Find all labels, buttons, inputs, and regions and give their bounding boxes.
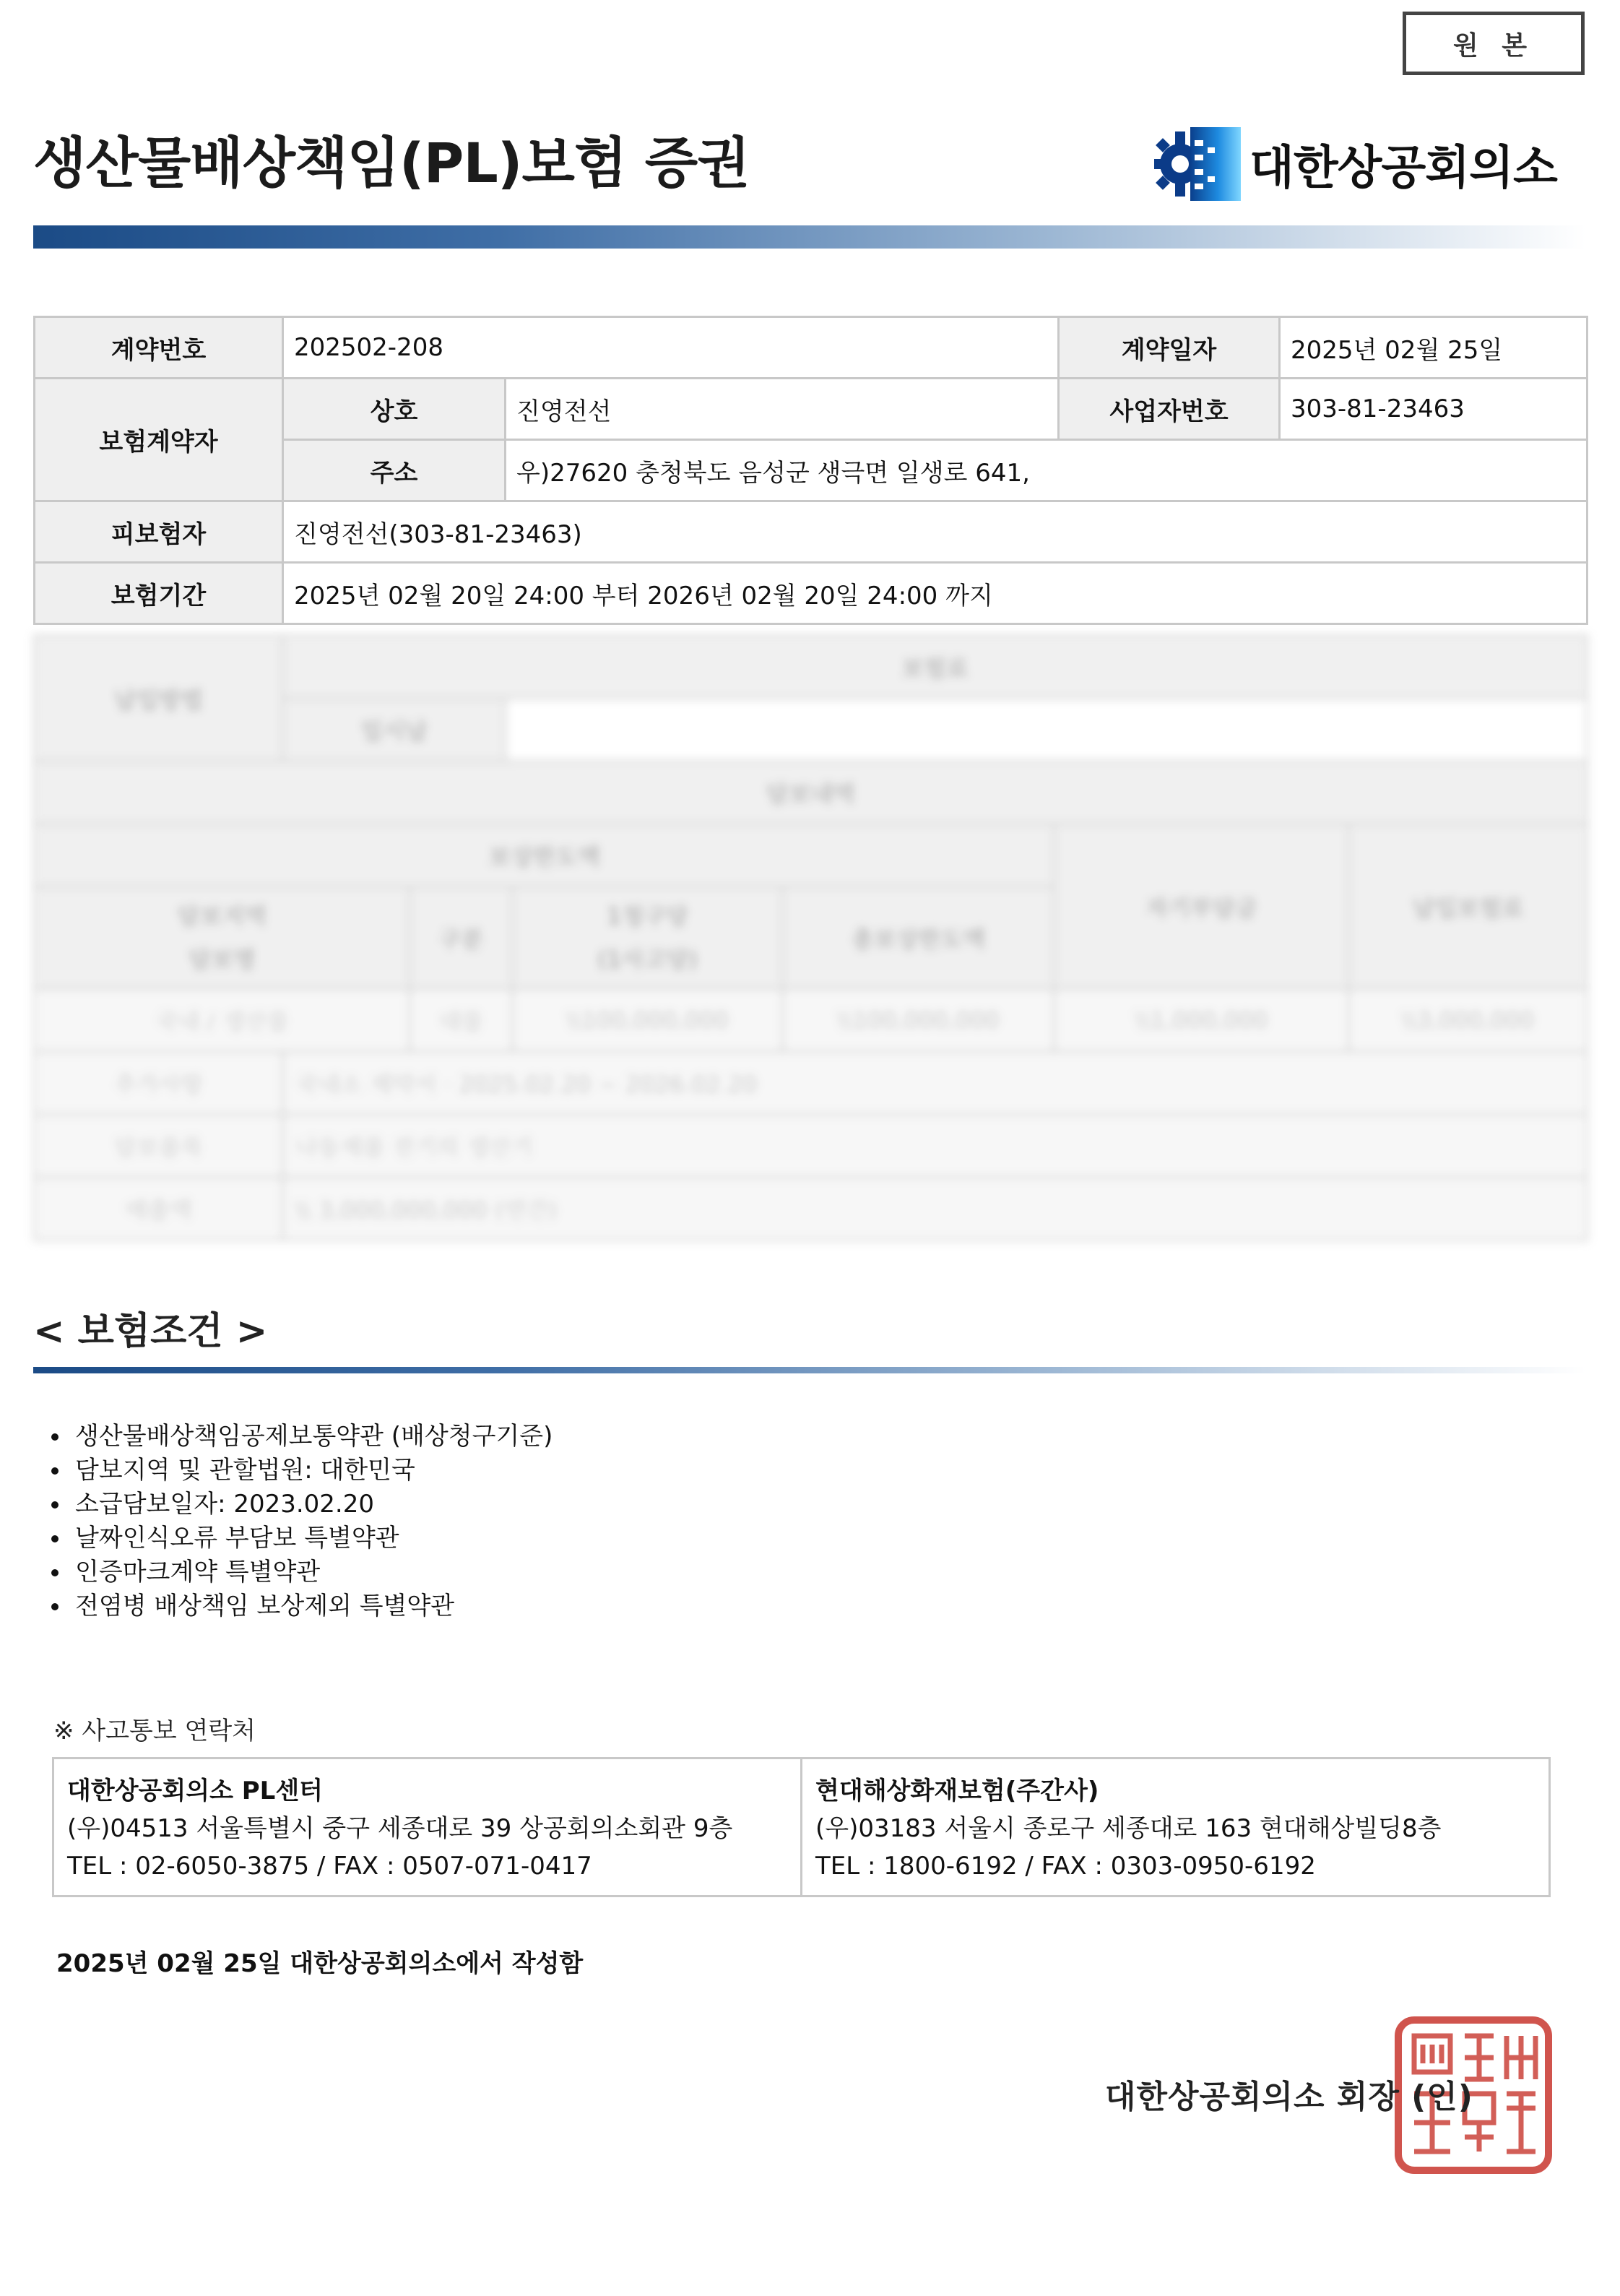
contact-table bbox=[52, 1757, 1551, 1897]
contract-date-label: 계약일자 bbox=[1059, 317, 1280, 379]
contact-right-address: (우)03183 서울시 종로구 세종대로 163 현대해상빌딩8층 bbox=[815, 1814, 1442, 1843]
row-type: 대물 bbox=[410, 989, 513, 1052]
table-row bbox=[35, 824, 1587, 887]
deductible-header: 자기부담금 bbox=[1054, 824, 1349, 989]
contact-right bbox=[802, 1758, 1550, 1896]
header-gradient-divider bbox=[33, 225, 1586, 249]
sales-label: 매출액 bbox=[35, 1178, 283, 1240]
contract-no-value: 202502-208 bbox=[283, 317, 1059, 379]
contact-left-address: (우)04513 서울특별시 중구 세종대로 39 상공회의소회관 9층 bbox=[67, 1814, 733, 1843]
biz-no-label: 사업자번호 bbox=[1059, 379, 1280, 440]
coverage-name-label: 담보명 bbox=[189, 946, 256, 973]
contact-right-phone: TEL : 1800-6192 / FAX : 0303-0950-6192 bbox=[815, 1852, 1316, 1881]
contract-info-table bbox=[33, 316, 1588, 625]
issued-statement: 2025년 02월 25일 대한상공회의소에서 작성함 bbox=[56, 1949, 584, 1978]
per-claim-label: 1청구당 bbox=[606, 902, 689, 930]
coverage-item-value: 나동제품 전기의 생산기 bbox=[283, 1115, 1587, 1178]
redacted-coverage-section bbox=[33, 634, 1586, 1243]
premium-label: 보험료 bbox=[283, 636, 1587, 699]
table-row bbox=[35, 761, 1587, 824]
coverage-header: 담보내역 bbox=[35, 761, 1587, 824]
extra-value: 국내소 제약서 · 2025.02.20 ~ 2026.02.20 bbox=[283, 1052, 1587, 1115]
period-label: 보험기간 bbox=[35, 563, 283, 624]
logo-text: 대한상공회의소 bbox=[1249, 142, 1557, 195]
row-per-claim: \\100,000,000 bbox=[513, 989, 783, 1052]
table-row bbox=[35, 317, 1587, 379]
biz-no-value: 303-81-23463 bbox=[1280, 379, 1587, 440]
extra-label: 추가사항 bbox=[35, 1052, 283, 1115]
row-total: \\100,000,000 bbox=[783, 989, 1054, 1052]
region-coverage-header bbox=[35, 887, 410, 989]
original-label: 원 본 bbox=[1452, 30, 1535, 61]
contact-left-org: 대한상공회의소 PL센터 bbox=[67, 1777, 324, 1805]
table-row bbox=[35, 989, 1587, 1052]
table-row bbox=[35, 636, 1587, 699]
payment-premium-header: 납입보험료 bbox=[1349, 824, 1587, 989]
table-row bbox=[35, 563, 1587, 624]
coverage-item-label: 담보품목 bbox=[35, 1115, 283, 1178]
president-signature: 대한상공회의소 회장 (인) bbox=[1105, 2079, 1473, 2115]
contact-right-org: 현대해상화재보험(주간사) bbox=[815, 1777, 1099, 1805]
row-premium: \\3,000,000 bbox=[1349, 989, 1587, 1052]
document-title: 생산물배상책임(PL)보험 증권 bbox=[33, 131, 750, 195]
list-item: • 전염병 배상책임 보상제외 특별약관 bbox=[71, 1589, 553, 1623]
period-value: 2025년 02월 20일 24:00 부터 2026년 02월 20일 24:00 까지 bbox=[283, 563, 1587, 624]
per-accident-label: (1사고당) bbox=[597, 946, 698, 973]
premium-value bbox=[506, 699, 1587, 761]
limit-header: 보상한도액 bbox=[35, 824, 1054, 887]
row-region: 국내 / 생산물 bbox=[35, 989, 410, 1052]
contract-date-value: 2025년 02월 25일 bbox=[1280, 317, 1587, 379]
table-row bbox=[53, 1758, 1550, 1896]
contact-left bbox=[53, 1758, 802, 1896]
conditions-list bbox=[38, 1420, 553, 1623]
row-deductible: \\1,000,000 bbox=[1054, 989, 1349, 1052]
company-value: 진영전선 bbox=[506, 379, 1059, 440]
region-label: 담보지역 bbox=[177, 902, 267, 930]
conditions-gradient-divider bbox=[33, 1367, 1586, 1373]
type-header: 구분 bbox=[410, 887, 513, 989]
list-item: • 담보지역 및 관할법원: 대한민국 bbox=[71, 1454, 553, 1488]
list-item: • 소급담보일자: 2023.02.20 bbox=[71, 1488, 553, 1522]
list-item: • 날짜인식오류 부담보 특별약관 bbox=[71, 1522, 553, 1555]
accident-contact-note: ※ 사고통보 연락처 bbox=[53, 1717, 256, 1745]
per-claim-header bbox=[513, 887, 783, 989]
chamber-logo bbox=[1154, 121, 1557, 207]
total-limit-header: 총보상한도액 bbox=[783, 887, 1054, 989]
conditions-heading: < 보험조건 > bbox=[33, 1310, 268, 1353]
table-row bbox=[35, 1115, 1587, 1178]
contact-left-phone: TEL : 02-6050-3875 / FAX : 0507-071-0417 bbox=[67, 1852, 592, 1881]
policyholder-label: 보험계약자 bbox=[35, 379, 283, 501]
address-label: 주소 bbox=[283, 440, 506, 501]
table-row bbox=[35, 1052, 1587, 1115]
sales-value: \\ 3,000,000,000 (연간) bbox=[283, 1178, 1587, 1240]
list-item: • 생산물배상책임공제보통약관 (배상청구기준) bbox=[71, 1420, 553, 1454]
table-row bbox=[35, 379, 1587, 440]
insured-value: 진영전선(303-81-23463) bbox=[283, 501, 1587, 563]
address-value: 우)27620 충청북도 음성군 생극면 일생로 641, bbox=[506, 440, 1587, 501]
original-stamp-box bbox=[1403, 12, 1585, 75]
table-row bbox=[35, 1178, 1587, 1240]
lumpsum-label: 일시납 bbox=[283, 699, 506, 761]
list-item: • 인증마크계약 특별약관 bbox=[71, 1555, 553, 1589]
payment-method-label: 납입방법 bbox=[35, 636, 283, 761]
insured-label: 피보험자 bbox=[35, 501, 283, 563]
table-row bbox=[35, 501, 1587, 563]
company-label: 상호 bbox=[283, 379, 506, 440]
gear-icon bbox=[1154, 121, 1241, 207]
contract-no-label: 계약번호 bbox=[35, 317, 283, 379]
